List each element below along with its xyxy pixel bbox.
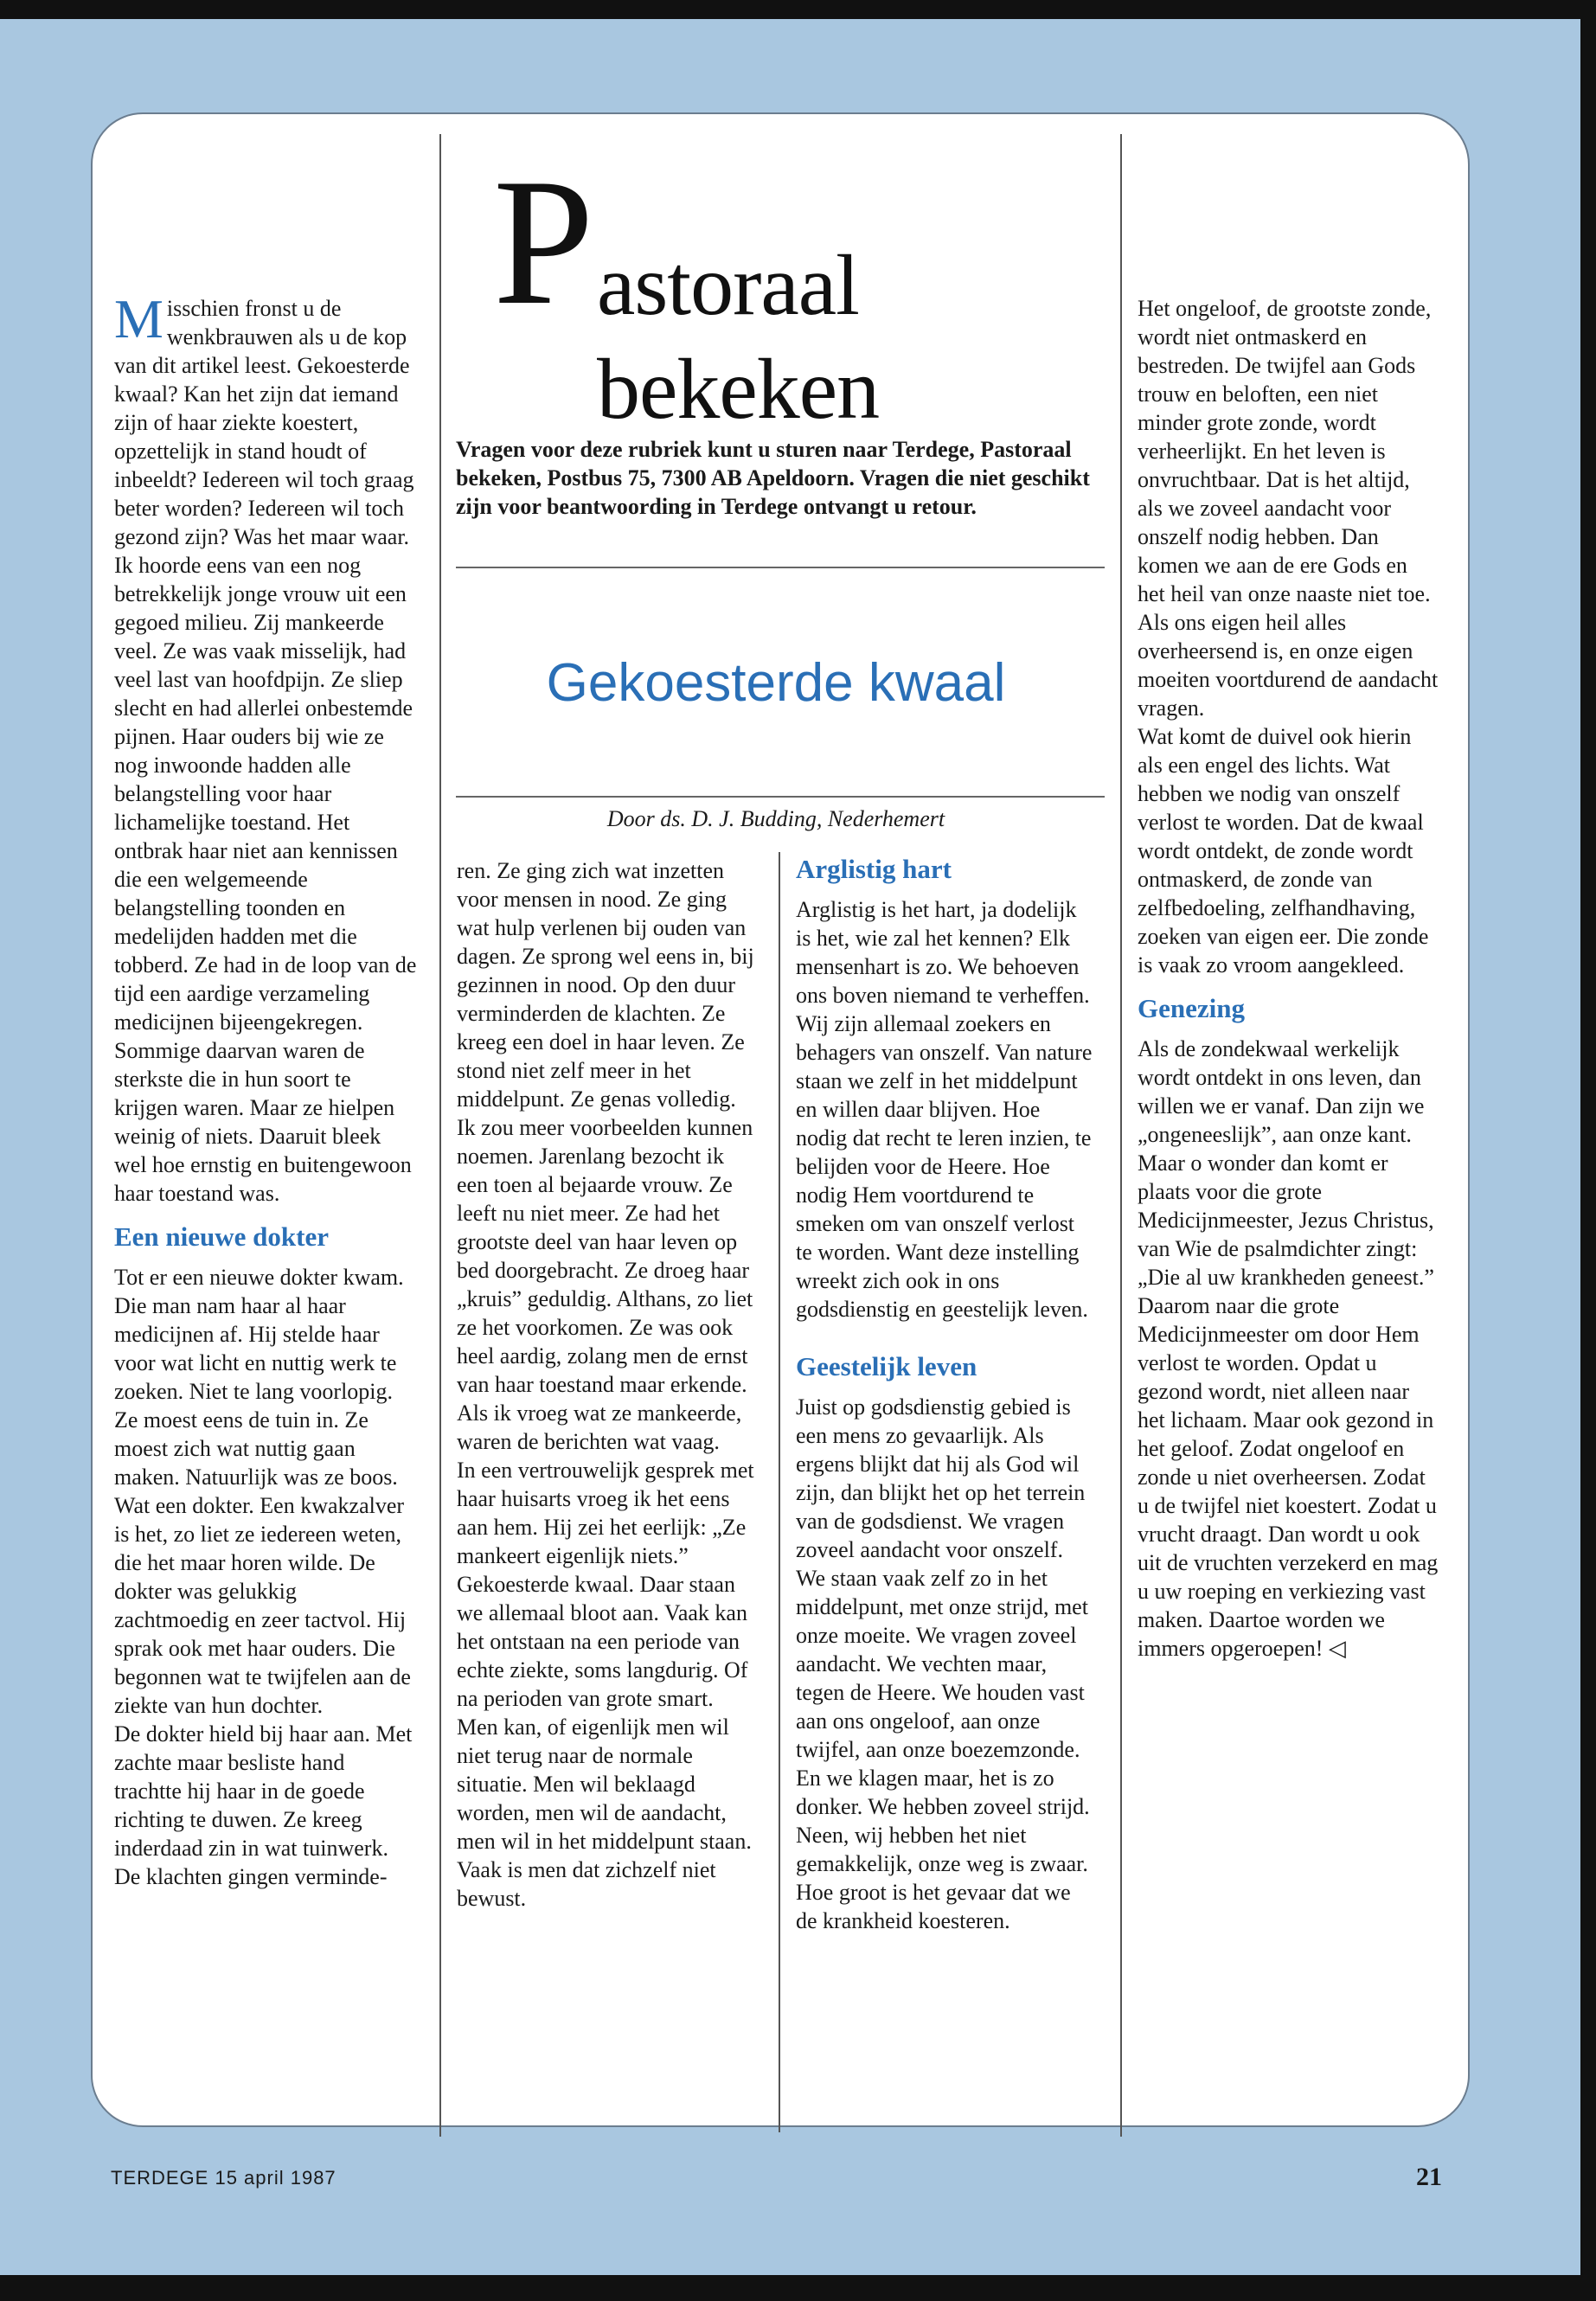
subheading: Geestelijk leven [796,1351,977,1381]
horizontal-rule [456,796,1105,798]
masthead-title: astoraal bekeken [597,237,880,437]
subheading: Arglistig hart [796,854,952,884]
subheading: Genezing [1138,993,1245,1023]
paragraph: Tot er een nieuwe dokter kwam. Die man nam haar al haar medicijnen af. Hij stelde haar voor wat licht en nuttig werk te zoeken. Niet te lang voorlopig. Ze moest eens de tuin in. Ze moest zich wat nuttig gaan maken. Natuurlijk was ze boos. Wat een dokter. Een kwakzalver is het, zo liet ze iedereen weten, die het maar horen wilde. De dokter was gelukkig zachtmoedig en zeer tactvol. Hij sprak ook met haar ouders. Die begonnen wat te twijfelen aan de ziekte van hun dochter. [114,1265,411,1718]
drop-cap: M [114,288,163,349]
column-divider [439,134,441,2137]
column-3 [796,852,1094,1935]
rubric-intro: Vragen voor deze rubriek kunt u sturen naar Terdege, Pastoraal bekeken, Postbus 75, 7300 AB Apeldoorn. Vragen die niet geschikt zijn voor beantwoording in Terdege ontvangt u retour. [456,437,1090,519]
subheading: Een nieuwe dokter [114,1221,329,1252]
page-number: 21 [1416,2163,1442,2191]
article-headline: Gekoesterde kwaal [546,653,1006,713]
right-border [1580,0,1596,2301]
paragraph: ren. Ze ging zich wat inzetten voor mensen in nood. Ze ging wat hulp verlenen bij ouden van dagen. Ze sprong wel eens in, bij gezinnen in nood. Op den duur verminderden de klachten. Ze kreeg een doel in haar leven. Ze stond niet zelf meer in het middelpunt. Ze genas volledig. [457,858,754,1112]
column-divider [1120,134,1122,2137]
column-1 [114,288,417,1891]
paragraph: Het ongeloof, de grootste zonde, wordt niet ontmaskerd en bestreden. De twijfel aan Gods trouw en beloften, een niet minder grote zonde, wordt verheerlijkt. En het leven is onvruchtbaar. Dat is het altijd, als we zoveel aandacht voor onszelf nodig hebben. Dan komen we aan de ere Gods en het heil van onze naaste niet toe. Als ons eigen heil alles overheersend is, en onze eigen moeiten voortdurend de aandacht vragen. [1138,296,1439,721]
column-2 [457,856,755,1913]
paragraph: Ik hoorde eens van een nog betrekkelijk jonge vrouw uit een gegoed milieu. Zij mankeerde veel. Ze was vaak misselijk, had veel last van hoofdpijn. Ze sliep slecht en had allerlei onbestemde pijnen. Haar ouders bij wie ze nog inwoonde hadden alle belangstelling voor haar lichamelijke toestand. Het ontbrak haar niet aan kennissen die een welgemeende belangstelling toonden en medelijden hadden met die tobberd. Ze had in de loop van de tijd een aardige verzameling medicijnen bijeengekregen. Sommige daarvan waren de sterkste die in hun soort te krijgen waren. Maar ze hielpen weinig of niets. Daaruit bleek wel hoe ernstig en buitengewoon haar toestand was. [114,553,417,1206]
column-divider [779,852,780,2132]
rubric-masthead [467,142,1107,437]
paragraph: Wat komt de duivel ook hierin als een engel des lichts. Wat hebben we nodig van onszelf verlost te worden. Dat de kwaal wordt ontdekt, de zonde wordt ontmaskerd, de zonde van zelfbedoeling, zelfhandhaving, zoeken van eigen eer. Die zonde is vaak zo vroom aangekleed. [1138,724,1429,977]
paragraph-text: isschien fronst u de wenkbrauwen als u de kop van dit artikel leest. Gekoesterde kwaal? Kan het zijn dat iemand zijn of haar ziekte koestert, opzettelijk in stand houdt of inbeeldt? Iedereen wil toch graag beter worden? Iedereen wil toch gezond zijn? Was het maar waar. [114,296,414,549]
byline: Door ds. D. J. Budding, Nederhemert [606,806,945,831]
paragraph: De dokter hield bij haar aan. Met zachte maar besliste hand trachtte hij haar in de goede richting te duwen. Ze kreeg inderdaad zin in wat tuinwerk. De klachten gingen verminde- [114,1721,413,1889]
paragraph: Juist op godsdienstig gebied is een mens zo gevaarlijk. Als ergens blijkt dat hij als God wil zijn, dan blijkt het op het terrein van de godsdienst. We vragen zoveel aandacht voor onszelf. We staan vaak zelf zo in het middelpunt, met onze strijd, met onze moeite. We vragen zoveel aandacht. We vechten maar, tegen de Heere. We houden vast aan ons ongeloof, aan onze twijfel, aan onze boezemzonde. En we klagen maar, het is zo donker. We hebben zoveel strijd. Neen, wij hebben het niet gemakkelijk, onze weg is zwaar. Hoe groot is het gevaar dat we de krankheid koesteren. [796,1394,1090,1933]
paragraph: Ik zou meer voorbeelden kunnen noemen. Jarenlang bezocht ik een toen al bejaarde vrouw. Ze leeft nu niet meer. Ze had het grootste deel van haar leven op bed doorgebracht. Ze droeg haar „kruis” geduldig. Althans, zo liet ze het voorkomen. Ze was ook heel aardig, zolang men de ernst van haar toestand maar erkende. Als ik vroeg wat ze mankeerde, waren de berichten wat vaag. [457,1115,753,1454]
paragraph: Arglistig is het hart, ja dodelijk is het, wie zal het kennen? Elk mensenhart is zo. We behoeven ons boven niemand te verheffen. Wij zijn allemaal zoekers en behagers van onszelf. Van nature staan we zelf in het middelpunt en willen daar blijven. Hoe nodig dat recht te leren inzien, te belijden voor de Heere. Hoe nodig Hem voortdurend te smeken om van onszelf verlost te worden. Want deze instelling wreekt zich ook in ons godsdienstig en geestelijk leven. [796,897,1093,1322]
column-4 [1138,294,1440,1663]
bottom-border [0,2275,1596,2301]
footer-publication: TERDEGE 15 april 1987 [111,2167,337,2189]
paragraph: In een vertrouwelijk gesprek met haar huisarts vroeg ik het eens aan hem. Hij zei het eerlijk: „Ze mankeert eigenlijk niets.” Gekoesterde kwaal. Daar staan we allemaal bloot aan. Vaak kan het ontstaan na een periode van echte ziekte, soms langdurig. Of na perioden van grote smart. Men kan, of eigenlijk men wil niet terug naar de normale situatie. Men wil beklaagd worden, men wil de aandacht, men wil in het middelpunt staan. Vaak is men dat zichzelf niet bewust. [457,1458,754,1911]
top-border [0,0,1596,19]
paragraph [114,288,417,551]
masthead-initial: P [493,142,594,343]
horizontal-rule [456,567,1105,568]
paragraph: Als de zondekwaal werkelijk wordt ontdekt in ons leven, dan willen we er vanaf. Dan zijn we „ongeneeslijk”, aan onze kant. Maar o wonder dan komt er plaats voor die grote Medicijnmeester, Jezus Christus, van Wie de psalmdichter zingt: „Die al uw krankheden geneest.” Daarom naar die grote Medicijnmeester om door Hem verlost te worden. Opdat u gezond wordt, niet alleen naar het lichaam. Maar ook gezond in het geloof. Zodat ongeloof en zonde u niet overheersen. Zodat u de twijfel niet koestert. Zodat u vrucht draagt. Dan wordt u ook uit de vruchten verzekerd en mag u uw roeping en verkiezing vast maken. Daartoe worden we immers opgeroepen! ◁ [1138,1036,1439,1661]
